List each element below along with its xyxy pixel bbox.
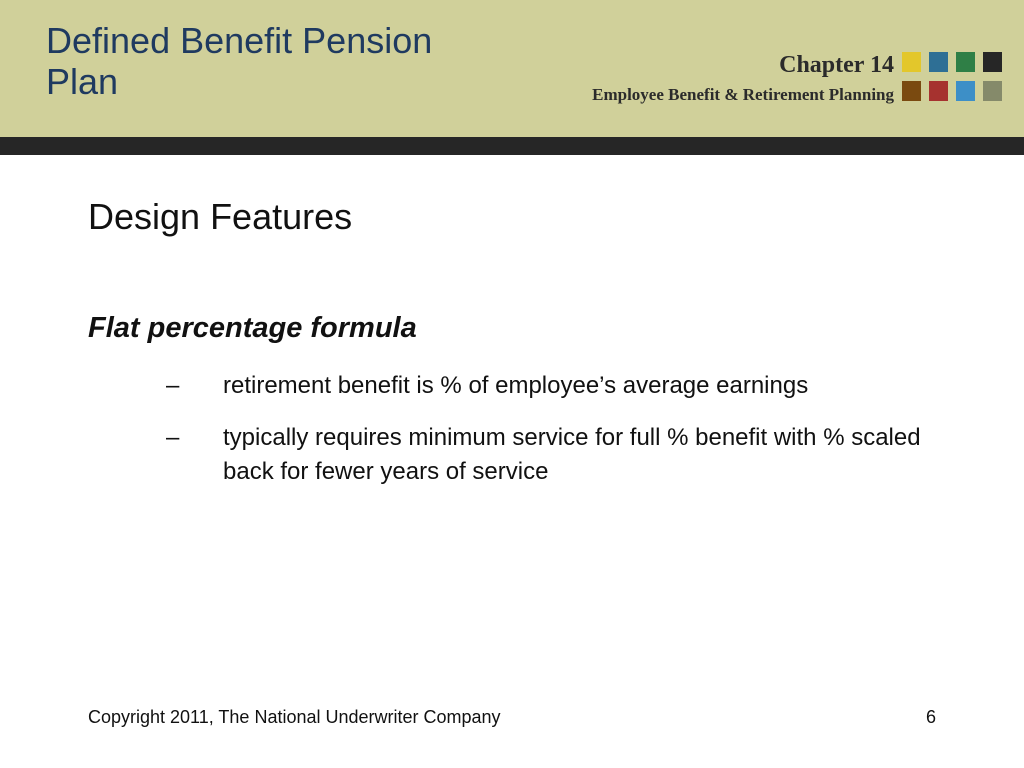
- square-brown: [902, 81, 921, 101]
- square-light-blue: [956, 81, 975, 101]
- footer-copyright: Copyright 2011, The National Underwriter Company: [88, 707, 501, 727]
- section-heading: Design Features: [88, 196, 353, 237]
- square-green: [956, 52, 975, 72]
- page-number: 6: [925, 707, 936, 727]
- square-gray-green: [983, 81, 1002, 101]
- slide-title: Defined Benefit Pension Plan: [46, 20, 433, 102]
- square-blue: [929, 52, 948, 72]
- chapter-label: Chapter 14: [779, 52, 894, 78]
- square-black: [983, 52, 1002, 72]
- bullet-text: typically requires minimum service for full % benefit with % scaled back for fewer years of service: [223, 424, 921, 485]
- book-subtitle: Employee Benefit & Retirement Planning: [592, 85, 894, 104]
- bullet-item: [166, 369, 956, 403]
- square-yellow: [902, 52, 921, 72]
- bullet-text: retirement benefit is % of employee’s average earnings: [223, 372, 809, 399]
- header-divider-bar: [0, 137, 1024, 155]
- bullet-dash: –: [166, 424, 180, 451]
- bullet-dash: –: [166, 372, 180, 399]
- square-red: [929, 81, 948, 101]
- sub-heading: Flat percentage formula: [88, 312, 417, 344]
- bullet-item: [166, 421, 956, 489]
- decorative-squares: [902, 52, 1004, 103]
- header-band: [0, 0, 1024, 137]
